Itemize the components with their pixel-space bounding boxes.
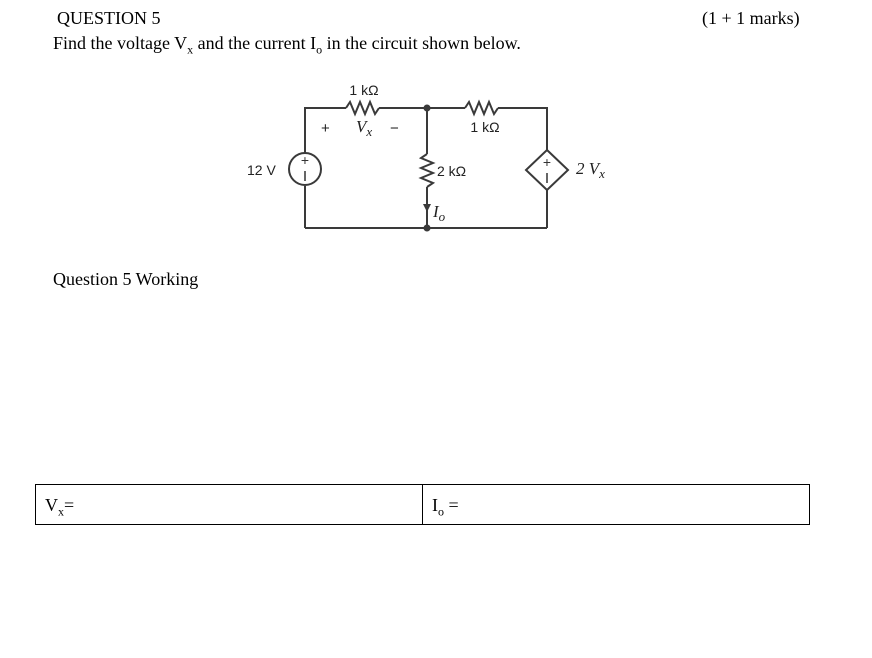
dep-source-plus-sign: + [542, 154, 552, 170]
io-label [432, 202, 446, 224]
current-arrow-icon [423, 204, 431, 212]
r3-label: 2 kΩ [437, 163, 467, 179]
instruction-part3: in the circuit shown below. [322, 33, 521, 53]
vx-answer-subscript: x [58, 504, 64, 519]
dep-source-label [576, 159, 605, 181]
vx-symbol: V [356, 117, 367, 136]
vx-answer-cell[interactable] [36, 485, 423, 524]
node-bottom [424, 225, 431, 232]
question-title: QUESTION 5 [57, 8, 161, 28]
vx-answer-label: V [45, 495, 58, 515]
answer-table [35, 484, 810, 525]
dep-source-coef: 2 V [576, 159, 600, 178]
wire-right-top [498, 108, 547, 150]
io-answer-label: I [432, 495, 438, 515]
working-label: Question 5 Working [53, 269, 199, 289]
resistor-r2 [465, 102, 498, 114]
dep-source-subscript: x [599, 166, 605, 181]
source-label: 12 V [247, 162, 276, 178]
resistor-r1 [346, 102, 379, 114]
io-answer-subscript: o [438, 504, 444, 519]
instruction-vx-subscript: x [187, 42, 194, 57]
source-plus-sign: + [300, 152, 310, 168]
vx-minus-label: − [390, 120, 399, 137]
io-symbol: I [433, 202, 439, 221]
question-instruction [53, 33, 521, 58]
r1-label: 1 kΩ [349, 82, 379, 98]
io-answer-cell[interactable] [423, 485, 809, 524]
io-answer-equals: = [444, 495, 459, 515]
node-top [424, 105, 431, 112]
instruction-part2: and the current I [193, 33, 317, 53]
resistor-r3 [421, 154, 433, 187]
circuit-diagram [238, 78, 628, 243]
marks-label: (1 + 1 marks) [702, 8, 800, 28]
instruction-part1: Find the voltage V [53, 33, 188, 53]
vx-plus-label: + [321, 120, 330, 137]
vx-label [356, 117, 372, 139]
r2-label: 1 kΩ [470, 119, 500, 135]
io-subscript: o [438, 209, 446, 224]
vx-answer-equals: = [64, 495, 75, 515]
instruction-io-subscript: o [316, 42, 323, 57]
vx-subscript: x [366, 124, 373, 139]
